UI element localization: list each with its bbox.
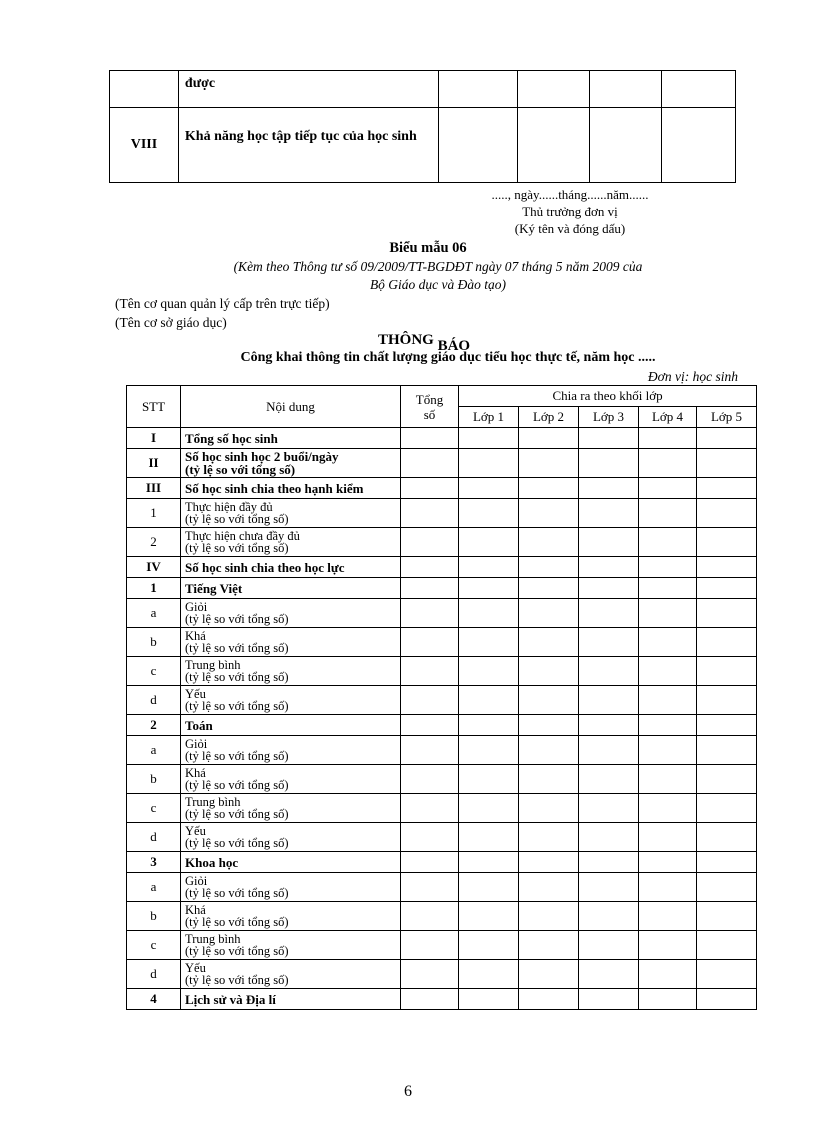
row-content xyxy=(181,449,401,478)
row-label: Giỏi xyxy=(185,600,208,614)
empty-cell xyxy=(401,823,459,852)
empty-cell xyxy=(519,599,579,628)
empty-cell xyxy=(459,823,519,852)
empty-cell xyxy=(697,499,757,528)
empty-cell xyxy=(401,931,459,960)
empty-cell xyxy=(401,428,459,449)
empty-cell xyxy=(459,686,519,715)
row-content xyxy=(181,578,401,599)
empty-cell xyxy=(519,794,579,823)
empty-cell xyxy=(639,931,697,960)
row-label: Số học sinh chia theo hạnh kiểm xyxy=(185,480,364,496)
empty-cell xyxy=(459,599,519,628)
empty-cell xyxy=(459,578,519,599)
empty-cell xyxy=(697,765,757,794)
empty-cell xyxy=(579,736,639,765)
row-label: Tổng số học sinh xyxy=(185,430,278,446)
row-content xyxy=(181,823,401,852)
row-content xyxy=(181,989,401,1010)
header-grade-5: Lớp 5 xyxy=(697,407,757,428)
date-line: ....., ngày......tháng......năm...... xyxy=(491,187,649,202)
empty-cell xyxy=(697,931,757,960)
empty-cell xyxy=(519,428,579,449)
row-stt: 2 xyxy=(127,715,181,736)
row-stt: 1 xyxy=(127,499,181,528)
row-content xyxy=(181,557,401,578)
empty-cell xyxy=(459,873,519,902)
row-sublabel: (tỷ lệ so với tổng số) xyxy=(185,512,289,526)
empty-cell xyxy=(697,852,757,873)
row-sublabel: (tỷ lệ so với tổng số) xyxy=(185,749,289,763)
row-sublabel: (tỷ lệ so với tổng số) xyxy=(185,541,289,555)
empty-cell xyxy=(519,736,579,765)
empty-cell xyxy=(459,628,519,657)
empty-cell xyxy=(459,852,519,873)
empty-cell xyxy=(459,478,519,499)
empty-cell xyxy=(519,960,579,989)
empty-cell xyxy=(639,428,697,449)
table-row xyxy=(127,478,757,499)
empty-cell xyxy=(401,989,459,1010)
table-row xyxy=(127,902,757,931)
row-content xyxy=(181,736,401,765)
empty-cell xyxy=(459,794,519,823)
empty-cell xyxy=(639,902,697,931)
empty-cell xyxy=(579,628,639,657)
unit-label: Đơn vị: học sinh xyxy=(647,369,738,384)
empty-cell xyxy=(459,902,519,931)
row-stt: 3 xyxy=(127,852,181,873)
empty-cell xyxy=(639,765,697,794)
row-text: Khả năng học tập tiếp tục của học sinh xyxy=(178,108,438,183)
row-label: Trung bình xyxy=(185,795,241,809)
row-label: Khá xyxy=(185,629,206,643)
row-sublabel: (tỷ lệ so với tổng số) xyxy=(185,699,289,713)
row-sublabel: (tỷ lệ so với tổng số) xyxy=(185,915,289,929)
empty-cell xyxy=(697,736,757,765)
empty-cell xyxy=(579,599,639,628)
empty-cell xyxy=(639,499,697,528)
empty-cell xyxy=(519,823,579,852)
row-label: Yếu xyxy=(185,961,206,975)
empty-cell xyxy=(697,428,757,449)
row-content xyxy=(181,528,401,557)
row-content xyxy=(181,931,401,960)
empty-cell xyxy=(401,765,459,794)
header-grade-2: Lớp 2 xyxy=(519,407,579,428)
empty-cell xyxy=(639,794,697,823)
empty-cell xyxy=(697,686,757,715)
table-row xyxy=(127,852,757,873)
empty-cell xyxy=(639,628,697,657)
row-label: Trung bình xyxy=(185,658,241,672)
empty-cell xyxy=(401,794,459,823)
row-stt: d xyxy=(127,960,181,989)
empty-cell xyxy=(697,873,757,902)
row-label: Lịch sử và Địa lí xyxy=(185,991,276,1007)
empty-cell xyxy=(639,873,697,902)
empty-cell xyxy=(459,765,519,794)
notice-title-part1: THÔNG xyxy=(378,332,434,348)
empty-cell xyxy=(579,657,639,686)
row-content xyxy=(181,478,401,499)
row-text: được xyxy=(178,71,438,108)
row-label: Khá xyxy=(185,903,206,917)
row-label: Giỏi xyxy=(185,737,208,751)
empty-cell xyxy=(579,686,639,715)
row-sublabel: (tỷ lệ so với tổng số) xyxy=(185,886,289,900)
empty-cell xyxy=(639,715,697,736)
empty-cell xyxy=(459,449,519,478)
empty-cell xyxy=(519,852,579,873)
empty-cell xyxy=(579,960,639,989)
empty-cell xyxy=(697,715,757,736)
empty-cell xyxy=(401,657,459,686)
table-row xyxy=(127,449,757,478)
empty-cell xyxy=(639,449,697,478)
empty-cell xyxy=(519,902,579,931)
row-content xyxy=(181,902,401,931)
row-stt: b xyxy=(127,902,181,931)
empty-cell xyxy=(697,599,757,628)
row-sublabel: (tỷ lệ so với tổng số) xyxy=(185,836,289,850)
row-stt: I xyxy=(127,428,181,449)
empty-cell xyxy=(459,557,519,578)
empty-cell xyxy=(459,528,519,557)
empty-cell xyxy=(519,715,579,736)
empty-cell xyxy=(579,578,639,599)
parent-agency-label: (Tên cơ quan quản lý cấp trên trực tiếp) xyxy=(115,296,330,311)
header-grade-3: Lớp 3 xyxy=(579,407,639,428)
row-content xyxy=(181,715,401,736)
signer-note: (Ký tên và đóng dấu) xyxy=(514,221,626,236)
row-content xyxy=(181,873,401,902)
table-row xyxy=(127,599,757,628)
empty-cell xyxy=(579,765,639,794)
row-label: Khoa học xyxy=(185,854,239,870)
row-sublabel: (tỷ lệ so với tổng số) xyxy=(185,612,289,626)
row-label: Tiếng Việt xyxy=(185,580,243,596)
row-stt: 2 xyxy=(127,528,181,557)
table-row xyxy=(127,736,757,765)
notice-subtitle: Công khai thông tin chất lượng giáo dục tiểu học thực tế, năm học ..... xyxy=(240,350,656,365)
empty-cell xyxy=(459,657,519,686)
empty-cell xyxy=(697,960,757,989)
row-stt: d xyxy=(127,823,181,852)
empty-cell xyxy=(579,478,639,499)
empty-cell xyxy=(401,449,459,478)
school-label: (Tên cơ sở giáo dục) xyxy=(115,315,227,330)
row-label: Toán xyxy=(185,717,213,733)
row-stt: 4 xyxy=(127,989,181,1010)
empty-cell xyxy=(697,628,757,657)
row-stt: d xyxy=(127,686,181,715)
empty-cell xyxy=(519,873,579,902)
row-sublabel: (tỷ lệ so với tổng số) xyxy=(185,670,289,684)
row-sublabel: (tỷ lệ so với tổng số) xyxy=(185,807,289,821)
notice-title xyxy=(378,332,471,354)
empty-cell xyxy=(401,736,459,765)
empty-cell xyxy=(639,736,697,765)
empty-cell xyxy=(697,657,757,686)
empty-cell xyxy=(401,960,459,989)
header-grade-1: Lớp 1 xyxy=(459,407,519,428)
table-row xyxy=(127,528,757,557)
empty-cell xyxy=(401,599,459,628)
row-stt: 1 xyxy=(127,578,181,599)
empty-cell xyxy=(519,628,579,657)
row-stt: II xyxy=(127,449,181,478)
empty-cell xyxy=(639,578,697,599)
empty-cell xyxy=(639,528,697,557)
row-sublabel: (tỷ lệ so với tổng số) xyxy=(185,641,289,655)
header-split: Chia ra theo khối lớp xyxy=(459,386,757,407)
empty-cell xyxy=(579,931,639,960)
empty-cell xyxy=(697,478,757,499)
table-row xyxy=(127,989,757,1010)
empty-cell xyxy=(519,657,579,686)
row-stt: c xyxy=(127,794,181,823)
row-label: Yếu xyxy=(185,687,206,701)
empty-cell xyxy=(639,823,697,852)
empty-cell xyxy=(639,852,697,873)
header-content: Nội dung xyxy=(181,386,401,428)
empty-cell xyxy=(697,794,757,823)
empty-cell xyxy=(579,499,639,528)
empty-cell xyxy=(401,628,459,657)
form-reference-1: (Kèm theo Thông tư số 09/2009/TT-BGDĐT ngày 07 tháng 5 năm 2009 của xyxy=(233,259,643,274)
empty-cell xyxy=(519,989,579,1010)
row-content xyxy=(181,628,401,657)
empty-cell xyxy=(639,599,697,628)
empty-cell xyxy=(579,794,639,823)
empty-cell xyxy=(519,478,579,499)
empty-cell xyxy=(639,557,697,578)
table-row xyxy=(127,557,757,578)
notice-title-part2: BÁO xyxy=(437,338,471,354)
empty-cell xyxy=(639,657,697,686)
empty-cell xyxy=(519,449,579,478)
empty-cell xyxy=(519,765,579,794)
row-label: Thực hiện đầy đủ xyxy=(185,500,273,514)
empty-cell xyxy=(459,736,519,765)
row-sublabel: (tỷ lệ so với tổng số) xyxy=(185,944,289,958)
empty-cell xyxy=(697,528,757,557)
row-sublabel: (tỷ lệ so với tổng số) xyxy=(185,973,289,987)
row-stt: b xyxy=(127,628,181,657)
row-content xyxy=(181,686,401,715)
table-body xyxy=(127,428,757,1010)
empty-cell xyxy=(579,902,639,931)
row-stt: IV xyxy=(127,557,181,578)
empty-cell xyxy=(639,989,697,1010)
row-label: Trung bình xyxy=(185,932,241,946)
continuation-row xyxy=(110,108,736,183)
empty-cell xyxy=(697,902,757,931)
empty-cell xyxy=(401,873,459,902)
empty-cell xyxy=(697,989,757,1010)
row-content xyxy=(181,765,401,794)
empty-cell xyxy=(459,715,519,736)
row-content xyxy=(181,499,401,528)
row-label: Giỏi xyxy=(185,874,208,888)
row-sublabel: (tỷ lệ so với tổng số) xyxy=(185,462,296,477)
empty-cell xyxy=(401,902,459,931)
table-row xyxy=(127,931,757,960)
row-stt: c xyxy=(127,657,181,686)
empty-cell xyxy=(401,578,459,599)
header-stt: STT xyxy=(127,386,181,428)
table-row xyxy=(127,686,757,715)
empty-cell xyxy=(401,478,459,499)
row-number xyxy=(110,71,179,108)
continuation-table xyxy=(109,70,736,183)
row-label: Yếu xyxy=(185,824,206,838)
row-content xyxy=(181,657,401,686)
empty-cell xyxy=(459,428,519,449)
empty-cell xyxy=(401,715,459,736)
page-number: 6 xyxy=(404,1083,412,1100)
table-row xyxy=(127,823,757,852)
empty-cell xyxy=(697,449,757,478)
table-row xyxy=(127,628,757,657)
signer-title: Thủ trưởng đơn vị xyxy=(522,204,618,219)
table-row xyxy=(127,873,757,902)
row-content xyxy=(181,960,401,989)
empty-cell xyxy=(519,686,579,715)
row-stt: a xyxy=(127,873,181,902)
row-stt: III xyxy=(127,478,181,499)
empty-cell xyxy=(401,499,459,528)
empty-cell xyxy=(639,960,697,989)
empty-cell xyxy=(401,557,459,578)
row-label: Số học sinh chia theo học lực xyxy=(185,559,345,575)
empty-cell xyxy=(519,578,579,599)
form-reference-2: Bộ Giáo dục và Đào tạo) xyxy=(369,277,507,292)
empty-cell xyxy=(459,931,519,960)
form-name: Biểu mẫu 06 xyxy=(389,240,467,256)
table-row xyxy=(127,657,757,686)
empty-cell xyxy=(579,989,639,1010)
header-total: Tổng số xyxy=(401,386,459,428)
empty-cell xyxy=(519,499,579,528)
empty-cell xyxy=(459,960,519,989)
row-stt: c xyxy=(127,931,181,960)
empty-cell xyxy=(579,449,639,478)
quality-table xyxy=(126,385,757,1010)
empty-cell xyxy=(519,557,579,578)
row-label: Khá xyxy=(185,766,206,780)
empty-cell xyxy=(579,715,639,736)
row-content xyxy=(181,428,401,449)
table-row xyxy=(127,499,757,528)
table-row xyxy=(127,578,757,599)
empty-cell xyxy=(697,578,757,599)
empty-cell xyxy=(401,686,459,715)
empty-cell xyxy=(579,852,639,873)
empty-cell xyxy=(639,478,697,499)
row-label: Thực hiện chưa đầy đủ xyxy=(185,529,300,543)
empty-cell xyxy=(579,428,639,449)
empty-cell xyxy=(579,557,639,578)
table-row xyxy=(127,794,757,823)
empty-cell xyxy=(459,989,519,1010)
continuation-row xyxy=(110,71,736,108)
empty-cell xyxy=(697,823,757,852)
empty-cell xyxy=(579,873,639,902)
empty-cell xyxy=(519,931,579,960)
empty-cell xyxy=(459,499,519,528)
row-sublabel: (tỷ lệ so với tổng số) xyxy=(185,778,289,792)
empty-cell xyxy=(697,557,757,578)
table-row xyxy=(127,428,757,449)
header-grade-4: Lớp 4 xyxy=(639,407,697,428)
row-stt: a xyxy=(127,599,181,628)
empty-cell xyxy=(579,528,639,557)
empty-cell xyxy=(401,852,459,873)
signature-block xyxy=(450,186,690,237)
row-content xyxy=(181,852,401,873)
row-number: VIII xyxy=(110,108,179,183)
row-content xyxy=(181,794,401,823)
table-row xyxy=(127,715,757,736)
empty-cell xyxy=(579,823,639,852)
row-stt: b xyxy=(127,765,181,794)
row-stt: a xyxy=(127,736,181,765)
row-content xyxy=(181,599,401,628)
empty-cell xyxy=(401,528,459,557)
row-label: Số học sinh học 2 buổi/ngày xyxy=(185,449,339,464)
table-row xyxy=(127,765,757,794)
empty-cell xyxy=(639,686,697,715)
table-row xyxy=(127,960,757,989)
empty-cell xyxy=(519,528,579,557)
